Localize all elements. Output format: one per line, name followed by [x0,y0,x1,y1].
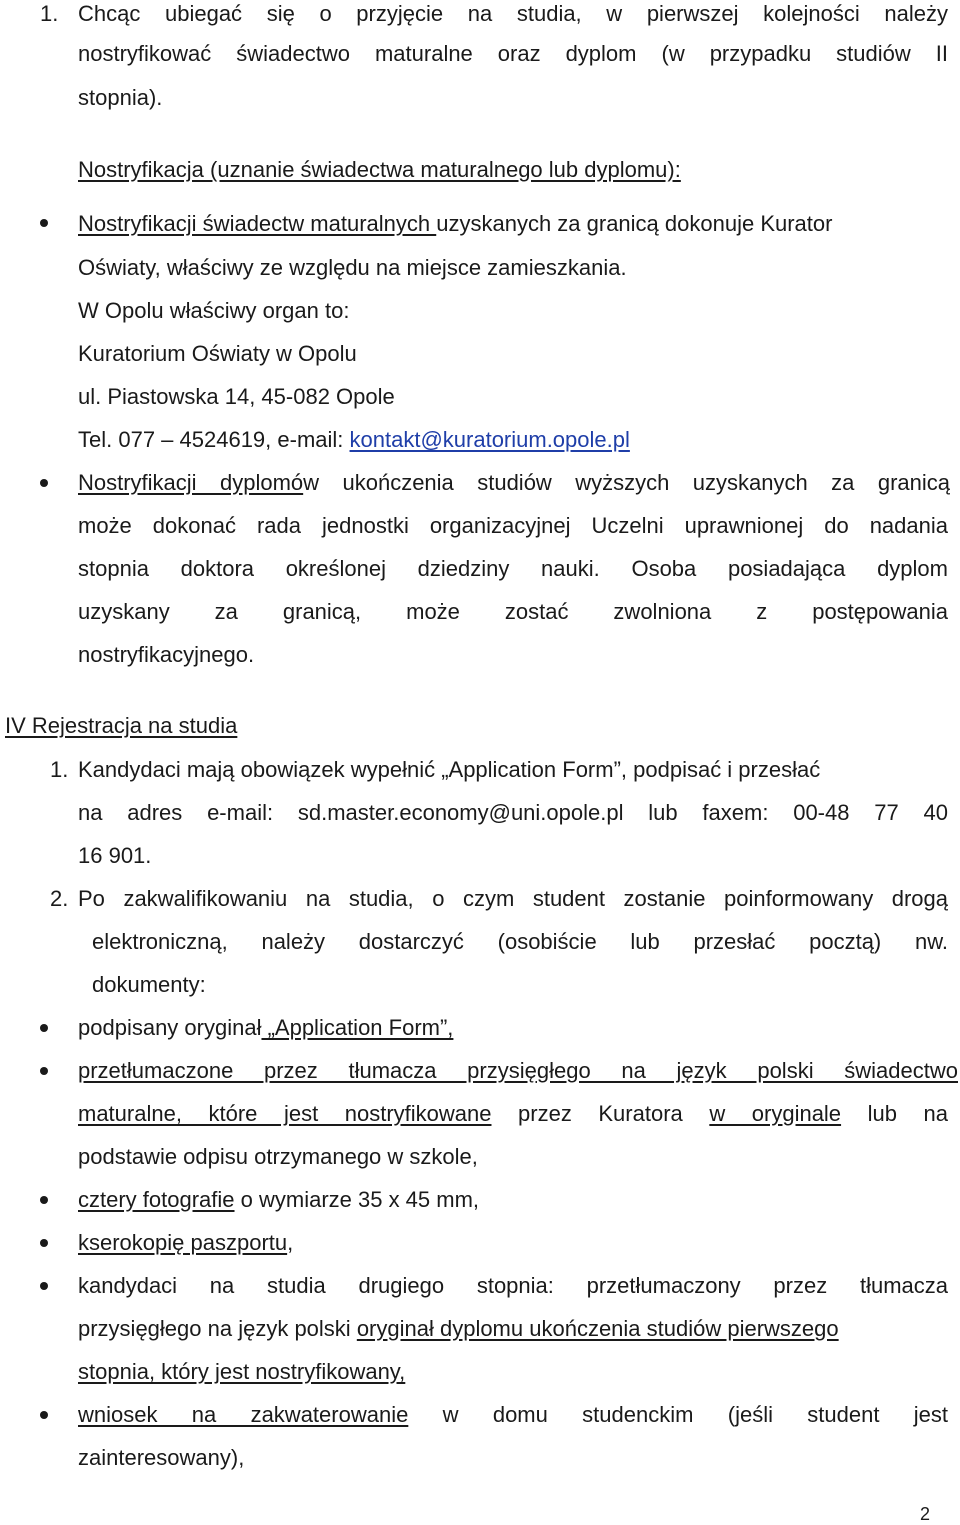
underlined-phrase: Nostryfikacji świadectw maturalnych [78,211,437,236]
bullet-text [78,210,832,238]
item-number: 1. [50,757,69,782]
text-run: w ukończenia studiów wyższych uzyskanych za granicą [303,470,950,495]
bullet-icon [40,479,48,487]
paragraph-line: nostryfikacyjnego. [78,642,255,667]
text-run: o wymiarze 35 x 45 mm, [234,1187,480,1212]
text-run: podpisany oryginał [78,1015,262,1040]
paragraph-line: na adres e-mail: sd.master.economy@uni.opole.pl lub faxem: 00-48 77 40 [78,800,948,825]
paragraph-line: nostryfikować świadectwo maturalne oraz dyplom (w przypadku studiów II [78,41,948,66]
paragraph-line: elektroniczną, należy dostarczyć (osobiście lub przesłać pocztą) nw. [92,929,948,954]
paragraph-line: dokumenty: [92,972,206,997]
page-number: 2 [920,1504,931,1524]
item-number: 1. [40,1,59,26]
text-run: przez Kuratora [491,1101,710,1126]
contact-line [78,426,630,454]
underlined-phrase: kserokopię paszportu [78,1230,288,1255]
bullet-icon [40,1411,48,1419]
underlined-phrase: Nostryfikacji dyplomó [78,470,304,495]
text-run: uzyskanych za granicą dokonuje Kurator [436,211,833,236]
list-item: przetłumaczone przez tłumacza przysięgłego na język polski świadectwo [78,1058,958,1083]
bullet-text [78,469,950,497]
list-item [78,1401,948,1429]
list-item [78,1229,293,1257]
section-heading: IV Rejestracja na studia [5,713,238,738]
email-link[interactable]: kontakt@kuratorium.opole.pl [349,427,630,452]
paragraph-line [78,1100,948,1128]
paragraph-line: Kuratorium Oświaty w Opolu [78,341,357,366]
list-item [78,1014,453,1042]
paragraph-line: stopnia). [78,85,163,110]
item-number: 2. [50,886,69,911]
paragraph-line: uzyskany za granicą, może zostać zwolniona z postępowania [78,599,948,624]
text-run: Tel. 077 – 4524619, e-mail: [78,427,350,452]
underlined-phrase: cztery fotografie [78,1187,235,1212]
bullet-icon [40,1239,48,1247]
text-run: , [287,1230,294,1255]
underlined-phrase: wniosek na zakwaterowanie [78,1402,409,1427]
list-item [78,1186,479,1214]
paragraph-line: Kandydaci mają obowiązek wypełnić „Application Form”, podpisać i przesłać [78,757,821,782]
text-run: w domu studenckim (jeśli student jest [408,1402,948,1427]
underlined-phrase: maturalne, które jest nostryfikowane [78,1101,492,1126]
underlined-phrase: oryginał dyplomu ukończenia studiów pierwszego [356,1316,839,1341]
paragraph-line: zainteresowany), [78,1445,245,1470]
paragraph-line: stopnia doktora określonej dziedziny nauki. Osoba posiadająca dyplom [78,556,948,581]
paragraph-line: stopnia, który jest nostryfikowany, [78,1359,406,1384]
paragraph-line: Po zakwalifikowaniu na studia, o czym student zostanie poinformowany drogą [78,886,948,911]
paragraph-line [78,1315,839,1343]
bullet-icon [40,1024,48,1032]
paragraph-line: 16 901. [78,843,152,868]
paragraph-line: Chcąc ubiegać się o przyjęcie na studia, w pierwszej kolejności należy [78,1,948,26]
paragraph-line: może dokonać rada jednostki organizacyjnej Uczelni uprawnionej do nadania [78,513,948,538]
underlined-phrase: w oryginale [709,1101,842,1126]
bullet-icon [40,1282,48,1290]
paragraph-line: ul. Piastowska 14, 45-082 Opole [78,384,395,409]
bullet-icon [40,1067,48,1075]
underlined-phrase: „Application Form”, [261,1015,454,1040]
text-run: przysięgłego na język polski [78,1316,357,1341]
paragraph-line: W Opolu właściwy organ to: [78,298,350,323]
paragraph-line: podstawie odpisu otrzymanego w szkole, [78,1144,478,1169]
bullet-icon [40,1196,48,1204]
section-heading: Nostryfikacja (uznanie świadectwa maturalnego lub dyplomu): [78,157,681,182]
paragraph-line: Oświaty, właściwy ze względu na miejsce zamieszkania. [78,255,627,280]
list-item: kandydaci na studia drugiego stopnia: przetłumaczony przez tłumacza [78,1273,948,1298]
bullet-icon [40,219,48,227]
text-run: lub na [841,1101,948,1126]
